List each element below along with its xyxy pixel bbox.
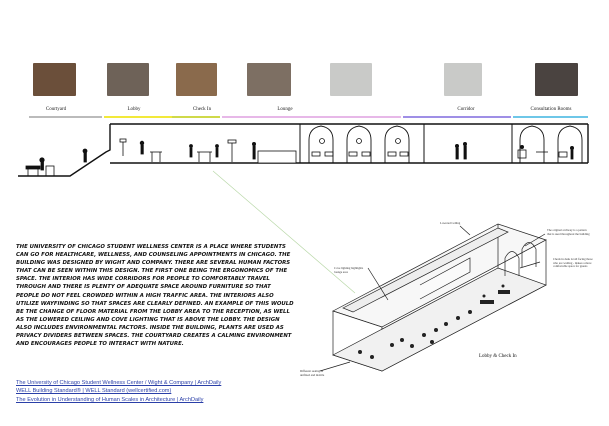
note-seating: Different seating is unifixed and mobile — [300, 369, 325, 377]
note-cove-lighting: Cove lighting highlights lounge area — [334, 266, 364, 274]
space-title-lounge: Lounge — [277, 107, 293, 112]
reference-links — [16, 379, 221, 404]
space-title-consultation: Consultation Rooms — [530, 107, 572, 112]
space-title-courtyard: Courtyard — [45, 107, 67, 112]
space-title-checkin: Check In — [192, 107, 212, 112]
iso-title-lobby-check-in: Lobby & Check In — [479, 354, 517, 359]
space-title-corridor: Corridor — [457, 107, 475, 112]
note-original-archway: The original archway is a pattern that is used throughout the building — [547, 228, 590, 236]
note-checkin-desk: Check in desk is tall facing those who are waiting - makes a more comfortable space for guests — [553, 257, 593, 269]
project-description: THE UNIVERSITY OF CHICAGO STUDENT WELLNESS CENTER IS A PLACE WHERE STUDENTS CAN GO FOR HEALTHCARE, WELLNESS, AND COUNSELING APPOINTMENTS IN CHICAGO. THE BUILDING WAS DESIGNED BY WIGHT AND COMPANY. THERE ARE SEVERAL HUMAN FACTORS THAT CAN BE SEEN WITHIN THIS DESIGN. THE FIRST ONE BEING THE ERGONOMICS OF THE SPACE. THE INTERIOR HAS WIDE CORRIDORS FOR PEOPLE TO COMFORTABLY TRAVEL THROUGH AND THERE IS PLENTY OF ADEQUATE SPACE AROUND FURNITURE SO THAT PEOPLE DO NOT FEEL CROWDED WITHIN A HIGH TRAFFIC AREA. THE INTERIORS ALSO UTILIZE WAYFINDING SO THAT SPACES ARE CLEARLY DEFINED. AN EXAMPLE OF THIS WOULD BE THE CHANGE OF FLOOR MATERIAL FROM THE LOBBY AREA TO THE RECEPTION, AS WELL AS THE LOWERED CEILING AND COVE LIGHTING THAT IS ABOVE THE LOBBY. THE DESIGN ALSO INCLUDES ENVIRONMENTAL FACTORS. INSIDE THE BUILDING, PLANTS ARE USED AS PRIVACY DIVIDERS BETWEEN SPACES. THE COURTYARD CREATES A CALMING ENVIRONMENT AND ENCOURAGES PEOPLE TO INTERACT WITH NATURE. — [16, 244, 294, 348]
note-lowered-ceiling: Lowered Ceiling — [440, 221, 461, 225]
link-archdaily-wellness-center[interactable]: The University of Chicago Student Wellness Center / Wight & Company | ArchDaily — [16, 380, 222, 386]
link-archdaily-human-scales[interactable]: The Evolution in Understanding of Human Scales in Architecture | ArchDaily — [16, 396, 204, 403]
space-title-lobby: Lobby — [127, 107, 141, 112]
link-well-standard[interactable]: WELL Building Standard® | WELL Standard (wellcertified.com) — [16, 388, 172, 395]
